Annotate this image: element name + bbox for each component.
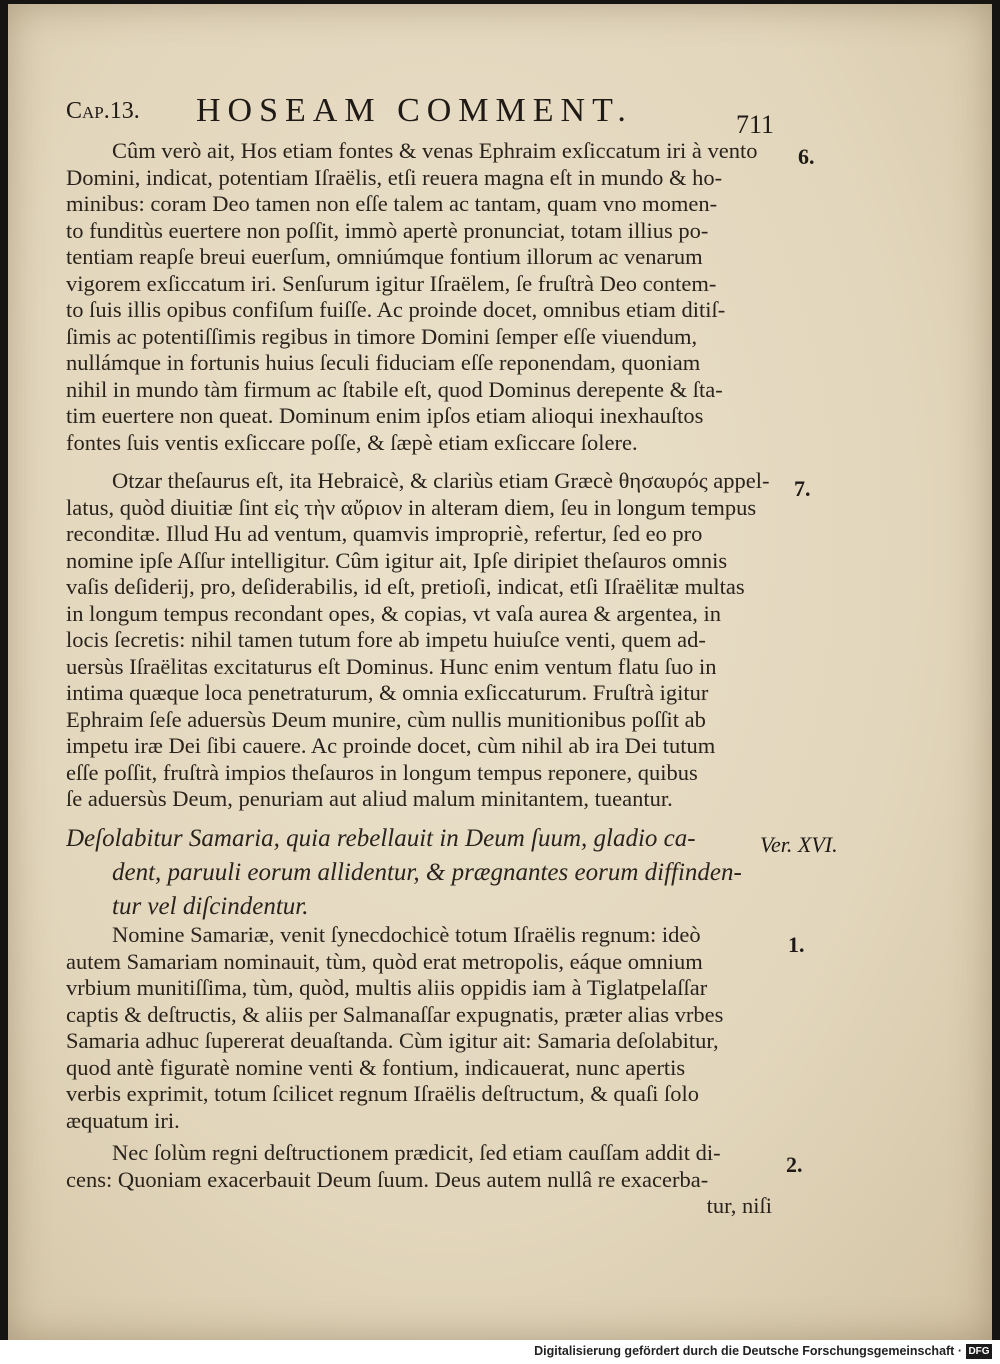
text-line: Domini, indicat, potentiam Iſraëlis, etſi reuera magna eſt in mundo & ho- [66,164,723,190]
paragraph-3 [66,922,772,1134]
margin-verse-label: Ver. XVI. [760,832,838,857]
text-line: Nomine Samariæ, venit ſynecdochicè totum Iſraëlis regnum: ideò [112,922,701,947]
dfg-logo: DFG [966,1344,992,1359]
text-line: nullámque in fortunis huius ſeculi fiduciam eſſe reponendam, quoniam [66,350,701,375]
text-line: tentiam reapſe breui euerſum, omniúmque fontium illorum ac venarum [66,244,703,269]
paragraph-2 [66,468,772,813]
text-line: minibus: coram Deo tamen non eſſe talem ac tantam, quam vno momen- [66,191,718,216]
text-line: reconditæ. Illud Hu ad ventum, quamvis impropriè, refertur, ſed eo pro [66,521,703,546]
text-line: uersùs Iſraëlitas excitaturus eſt Dominus. Hunc enim ventum flatu ſuo in [66,653,717,679]
text-line: nihil in mundo tàm firmum ac ſtabile eſt, quod Dominus derepente & ſta- [66,376,723,402]
text-line: vigorem exſiccatum iri. Senſurum igitur Iſraëlem, ſe fruſtrà Deo contem- [66,270,717,296]
running-header [66,92,770,132]
text-line: latus, quòd diuitiæ ſint εἰς τὴν αὔριον in alteram diem, ſeu in longum tempus [66,494,757,520]
text-line: autem Samariam nominauit, tùm, quòd erat metropolis, eáque omnium [66,948,703,974]
verse-line: tur vel diſcindentur. [112,893,309,920]
text-line: cens: Quoniam exacerbauit Deum ſuum. Deus autem nullâ re exacerba- [66,1166,709,1192]
text-line: to ſuis illis opibus confiſum fuiſſe. Ac proinde docet, omnibus etiam ditiſ- [66,297,726,322]
text-line: Ephraim ſeſe aduersùs Deum munire, cùm nullis munitionibus poſſit ab [66,706,706,732]
running-title: HOSEAM COMMENT. [196,92,633,129]
text-line: vrbium munitiſſima, tùm, quòd, multis aliis oppidis iam à Tiglatpelaſſar [66,975,708,1000]
verse-line: Deſolabitur Samaria, quia rebellauit in Deum ſuum, gladio ca- [66,825,696,852]
verse-heading [66,822,772,924]
margin-number-1: 1. [788,932,805,957]
text-line: quod antè figuratè nomine venti & fontium, indicauerat, nunc apertis [66,1054,686,1080]
chapter-label: Cap.13. [66,98,140,124]
text-line: tim euertere non queat. Dominum enim ipſos etiam alioqui inexhauſtos [66,403,704,428]
text-line: æquatum iri. [66,1107,180,1133]
text-line: ſimis ac potentiſſimis regibus in timore Domini ſemper eſſe viuendum, [66,323,698,349]
paragraph-4 [66,1140,772,1220]
text-line: fontes ſuis ventis exſiccare poſſe, & ſæpè etiam exſiccare ſolere. [66,429,638,455]
margin-number-2: 2. [786,1152,803,1177]
text-line: in longum tempus recondant opes, & copias, vt vaſa aurea & argentea, in [66,600,722,626]
text-line: ſe aduersùs Deum, penuriam aut aliud malum minitantem, tueantur. [66,786,673,811]
verse-line: dent, paruuli eorum allidentur, & prægnantes eorum diffinden- [112,859,742,886]
text-line: Nec ſolùm regni deſtructionem prædicit, ſed etiam cauſſam addit di- [112,1140,721,1165]
text-line: tur, niſi [706,1193,772,1218]
text-line: captis & deſtructis, & aliis per Salmanaſſar expugnatis, præter alias vrbes [66,1001,724,1027]
page-number: 711 [736,110,775,139]
text-line: intima quæque loca penetraturum, & omnia exſiccaturum. Fruſtrà igitur [66,680,709,705]
text-line: to funditùs euertere non poſſit, immò apertè pronunciat, totam illius po- [66,217,709,243]
funding-credit: Digitalisierung gefördert durch die Deutsche Forschungsgemeinschaft · [534,1344,962,1358]
text-line: Cûm verò ait, Hos etiam fontes & venas Ephraim exſiccatum iri à vento [112,138,758,163]
text-line: Otzar theſaurus eſt, ita Hebraicè, & clariùs etiam Græcè θησαυρός appel- [112,468,770,493]
text-line: locis ſecretis: nihil tamen tutum fore ab impetu huiuſce venti, quem ad- [66,627,706,652]
text-line: verbis exprimit, totum ſcilicet regnum Iſraëlis deſtructum, & quaſi ſolo [66,1081,699,1106]
text-line: Samaria adhuc ſupererat deuaſtanda. Cùm igitur ait: Samaria deſolabitur, [66,1028,719,1053]
footer-bar [0,1340,1000,1364]
text-line: eſſe poſſit, fruſtrà impios theſauros in longum tempus reponere, quibus [66,759,698,785]
paragraph-1 [66,138,772,456]
text-line: vaſis deſiderij, pro, deſiderabilis, id eſt, pretioſi, indicat, etſi Iſraëlitæ multas [66,574,745,599]
text-line: nomine ipſe Aſſur intelligitur. Cûm igitur ait, Ipſe diripiet theſauros omnis [66,547,728,573]
margin-number-7: 7. [794,476,811,501]
margin-number-6: 6. [798,144,815,169]
text-line: impetu iræ Dei ſibi cauere. Ac proinde docet, cùm nihil ab ira Dei tutum [66,733,716,758]
book-page [8,4,992,1340]
